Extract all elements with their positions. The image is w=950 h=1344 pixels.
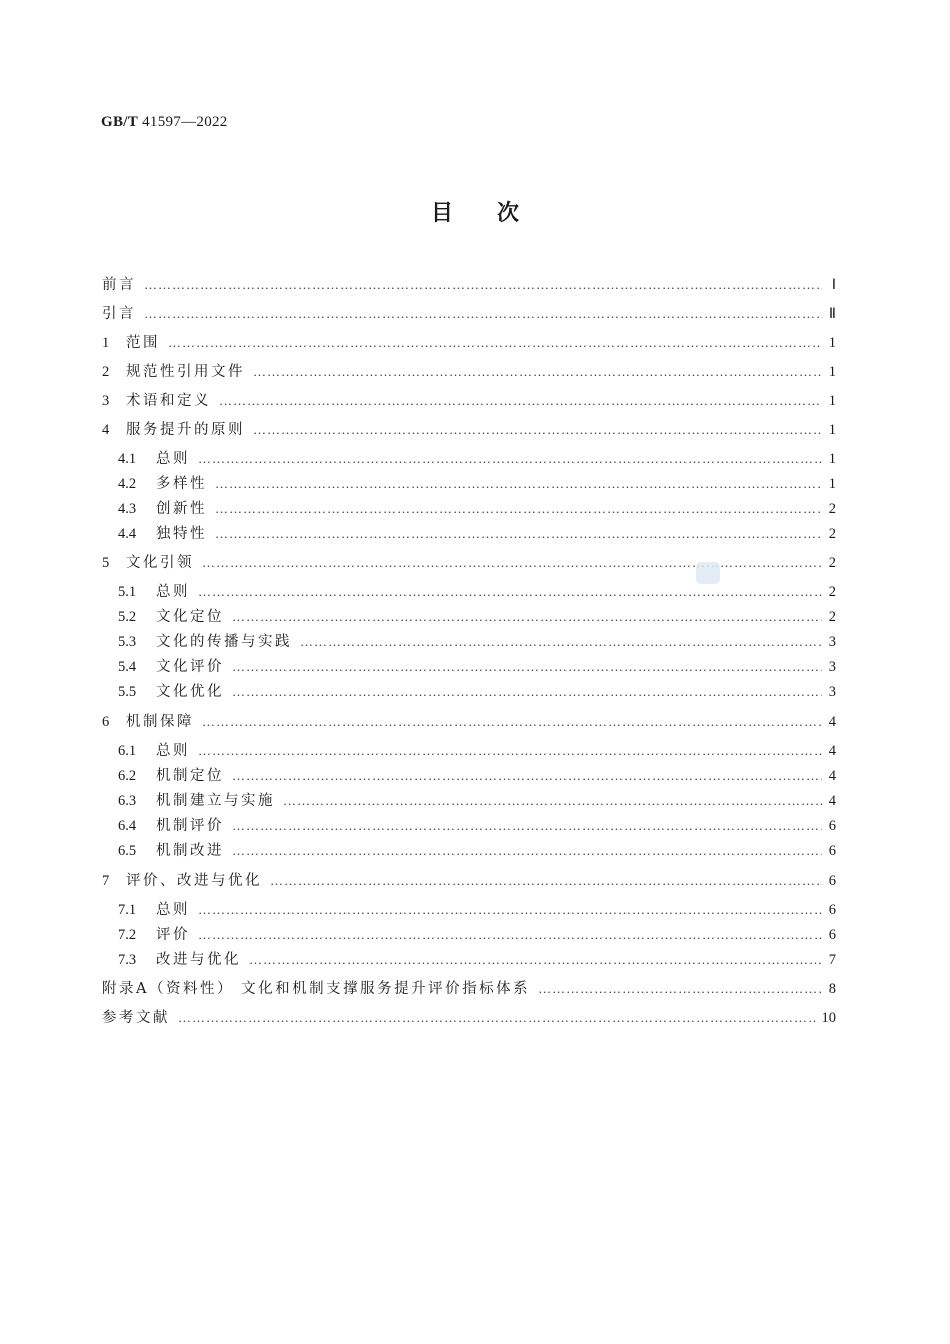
toc-leader-dots <box>219 390 822 412</box>
toc-leader-dots <box>232 815 822 837</box>
toc-entry-number: 7.1 <box>118 902 137 918</box>
toc-entry-page: 3 <box>828 659 836 675</box>
toc-entry-label: 文化的传播与实践 <box>156 634 292 650</box>
toc-entry-number: 5 <box>102 555 110 571</box>
toc-leader-dots <box>538 978 822 1000</box>
toc-leader-dots <box>232 681 822 703</box>
toc-entry[interactable] <box>102 815 836 837</box>
toc-entry[interactable] <box>102 765 836 787</box>
toc-entry-label: 机制评价 <box>156 818 224 834</box>
toc-entry-label: 文化定位 <box>156 609 224 625</box>
toc-entry-page: 4 <box>828 714 836 730</box>
toc-entry[interactable] <box>102 332 836 354</box>
toc-entry[interactable] <box>102 274 836 296</box>
toc-entry-number: 4.4 <box>118 526 137 542</box>
toc-entry-page: 3 <box>828 634 836 650</box>
toc-entry-page: 4 <box>828 793 836 809</box>
standard-code: GB/T <box>101 114 139 130</box>
toc-entry-label: 机制保障 <box>126 714 194 730</box>
toc-leader-dots <box>253 361 822 383</box>
toc-entry[interactable] <box>102 303 836 325</box>
toc-leader-dots <box>144 303 822 325</box>
toc-entry-page: 1 <box>828 476 836 492</box>
toc-leader-dots <box>215 523 822 545</box>
toc-entry-number: 7.2 <box>118 927 137 943</box>
toc-entry-page: 2 <box>828 555 836 571</box>
toc-entry-page: 2 <box>828 584 836 600</box>
toc-entry-page: 1 <box>828 422 836 438</box>
toc-entry-label: 范围 <box>126 335 160 351</box>
toc-entry-page: 6 <box>828 818 836 834</box>
watermark-mark <box>696 562 720 584</box>
toc-entry-page: 1 <box>828 335 836 351</box>
toc-leader-dots <box>215 473 822 495</box>
toc-entry[interactable] <box>102 419 836 441</box>
toc-leader-dots <box>198 899 822 921</box>
document-number <box>101 114 228 131</box>
toc-entry-label: 独特性 <box>156 526 207 542</box>
toc-entry[interactable] <box>102 681 836 703</box>
toc-entry-page: 7 <box>828 952 836 968</box>
toc-entry[interactable] <box>102 390 836 412</box>
toc-entry-page: 2 <box>828 526 836 542</box>
toc-entry-number: 5.5 <box>118 684 137 700</box>
toc-entry[interactable] <box>102 448 836 470</box>
toc-entry-number: 6.5 <box>118 843 137 859</box>
toc-leader-dots <box>198 740 822 762</box>
toc-leader-dots <box>198 448 822 470</box>
toc-leader-dots <box>232 765 822 787</box>
toc-entry-number: 3 <box>102 393 110 409</box>
toc-leader-dots <box>232 840 822 862</box>
toc-entry-label: 术语和定义 <box>126 393 211 409</box>
toc-entry-page: Ⅰ <box>831 277 836 293</box>
toc-entry-number: 7 <box>102 873 110 889</box>
toc-entry[interactable] <box>102 711 836 733</box>
toc-leader-dots <box>198 581 822 603</box>
toc-entry-page: 6 <box>828 843 836 859</box>
page-title: 目次 <box>430 200 563 226</box>
toc-entry-page: 4 <box>828 743 836 759</box>
toc-entry-label: 评价、改进与优化 <box>126 873 262 889</box>
toc-entry-page: 2 <box>828 609 836 625</box>
toc-entry-number: 1 <box>102 335 110 351</box>
toc-leader-dots <box>300 631 822 653</box>
toc-entry-number: 2 <box>102 364 110 380</box>
toc-entry[interactable] <box>102 870 836 892</box>
toc-entry-page: 6 <box>828 927 836 943</box>
toc-leader-dots <box>232 606 822 628</box>
toc-entry-label: 创新性 <box>156 501 207 517</box>
toc-entry-page: 1 <box>828 451 836 467</box>
toc-entry[interactable] <box>102 606 836 628</box>
toc-entry[interactable] <box>102 498 836 520</box>
toc-entry-number: 6.3 <box>118 793 137 809</box>
toc-entry-page: 6 <box>828 902 836 918</box>
toc-entry-number: 6.1 <box>118 743 137 759</box>
toc-leader-dots <box>202 711 822 733</box>
toc-entry-number: 5.2 <box>118 609 137 625</box>
toc-entry[interactable] <box>102 949 836 971</box>
toc-entry-label: 评价 <box>156 927 190 943</box>
toc-leader-dots <box>144 274 822 296</box>
toc-entry-label: 文化引领 <box>126 555 194 571</box>
toc-entry-label: 机制改进 <box>156 843 224 859</box>
toc-entry[interactable] <box>102 552 836 574</box>
toc-entry-label: 总则 <box>156 451 190 467</box>
toc-leader-dots <box>202 552 822 574</box>
toc-entry[interactable] <box>102 924 836 946</box>
toc-leader-dots <box>283 790 822 812</box>
toc-entry-number: 6.2 <box>118 768 137 784</box>
toc-leader-dots <box>198 924 822 946</box>
standard-number: 41597—2022 <box>142 114 228 130</box>
toc-entry-page: 1 <box>828 393 836 409</box>
toc-entry-label: 总则 <box>156 743 190 759</box>
toc-entry-label: 总则 <box>156 902 190 918</box>
toc-entry-label: 附录A（资料性） 文化和机制支撑服务提升评价指标体系 <box>102 981 531 997</box>
toc-entry-number: 7.3 <box>118 952 137 968</box>
toc-entry-number: 4.2 <box>118 476 137 492</box>
toc-entry-number: 5.4 <box>118 659 137 675</box>
toc-entry-number: 4 <box>102 422 110 438</box>
toc-entry-number: 6.4 <box>118 818 137 834</box>
toc-entry-label: 机制定位 <box>156 768 224 784</box>
toc-entry-number: 4.1 <box>118 451 137 467</box>
toc-leader-dots <box>253 419 822 441</box>
toc-entry-label: 改进与优化 <box>156 952 241 968</box>
toc-entry[interactable] <box>102 1007 836 1029</box>
toc-entry-label: 文化优化 <box>156 684 224 700</box>
toc-entry[interactable] <box>102 523 836 545</box>
toc-entry-number: 4.3 <box>118 501 137 517</box>
toc-entry-page: 2 <box>828 501 836 517</box>
toc-entry-label: 前言 <box>102 277 136 293</box>
toc-entry-page: 3 <box>828 684 836 700</box>
toc-entry[interactable] <box>102 740 836 762</box>
toc-entry-label: 服务提升的原则 <box>126 422 245 438</box>
toc-entry-page: Ⅱ <box>828 306 836 322</box>
toc-entry-page: 10 <box>821 1010 836 1026</box>
toc-entry-number: 5.3 <box>118 634 137 650</box>
toc-entry-label: 规范性引用文件 <box>126 364 245 380</box>
toc-leader-dots <box>270 870 822 892</box>
toc-entry-label: 引言 <box>102 306 136 322</box>
toc-entry[interactable] <box>102 361 836 383</box>
toc-leader-dots <box>215 498 822 520</box>
toc-leader-dots <box>249 949 822 971</box>
toc-entry[interactable] <box>102 790 836 812</box>
toc-entry-number: 6 <box>102 714 110 730</box>
toc-entry[interactable] <box>102 899 836 921</box>
toc-entry-number: 5.1 <box>118 584 137 600</box>
toc-entry-label: 多样性 <box>156 476 207 492</box>
toc-entry-page: 1 <box>828 364 836 380</box>
toc-entry[interactable] <box>102 656 836 678</box>
toc-leader-dots <box>168 332 822 354</box>
toc-entry-label: 总则 <box>156 584 190 600</box>
toc-entry[interactable] <box>102 978 836 1000</box>
toc-entry-page: 4 <box>828 768 836 784</box>
toc-entry[interactable] <box>102 473 836 495</box>
toc-entry[interactable] <box>102 631 836 653</box>
toc-entry-label: 机制建立与实施 <box>156 793 275 809</box>
toc-leader-dots <box>178 1007 818 1029</box>
toc-entry-label: 文化评价 <box>156 659 224 675</box>
toc-entry-page: 6 <box>828 873 836 889</box>
toc-entry[interactable] <box>102 581 836 603</box>
toc-entry-label: 参考文献 <box>102 1010 170 1026</box>
toc-leader-dots <box>232 656 822 678</box>
toc-entry-page: 8 <box>828 981 836 997</box>
toc-entry[interactable] <box>102 840 836 862</box>
